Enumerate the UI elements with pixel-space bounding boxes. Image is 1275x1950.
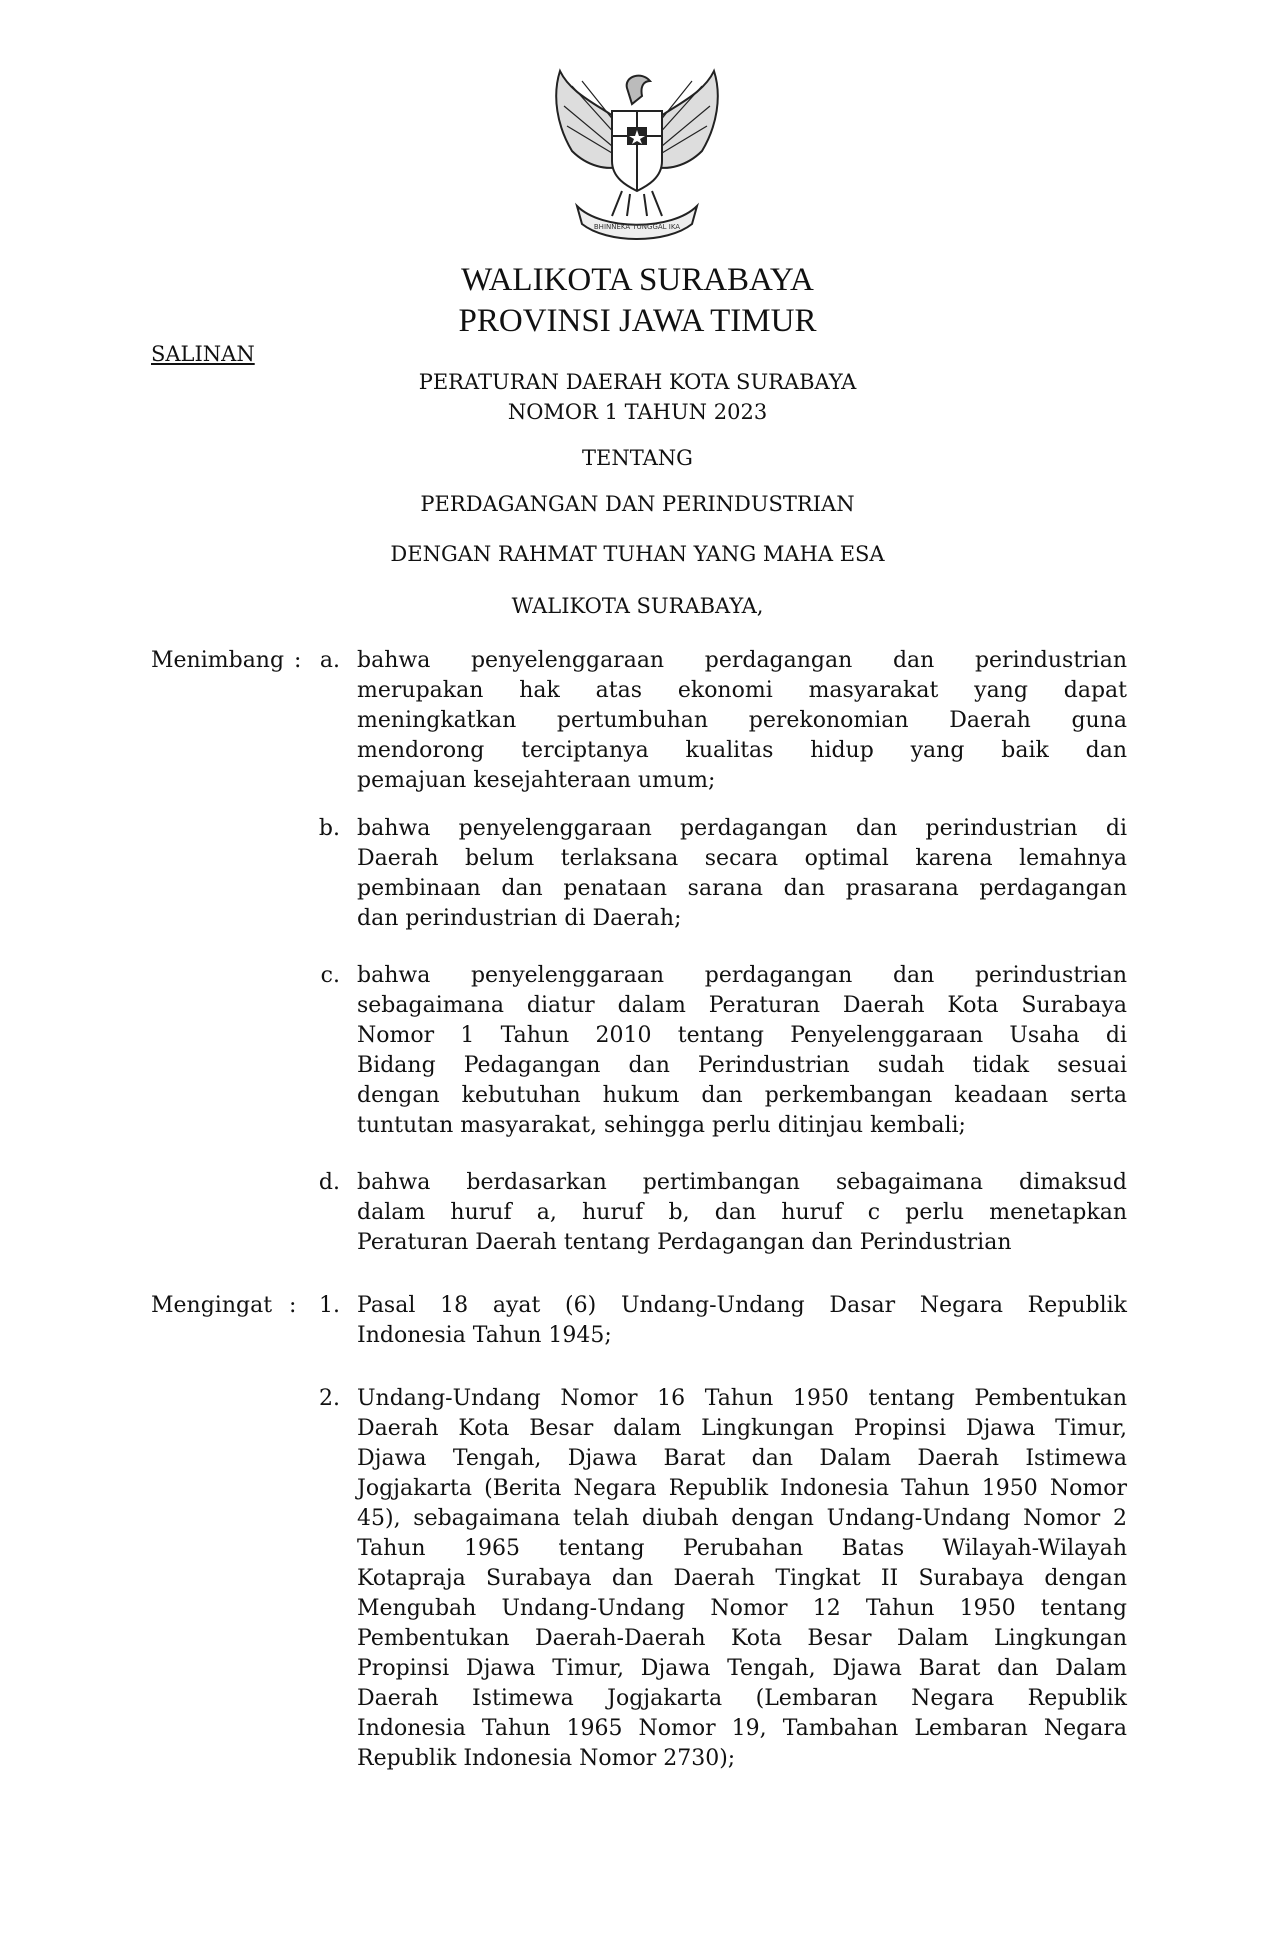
- mengingat-item-marker: 2.: [319, 1386, 340, 1411]
- text-line: Pembentukan Daerah-Daerah Kota Besar Dalam Lingkungan: [357, 1626, 1127, 1651]
- text-line: Bidang Pedagangan dan Perindustrian sudah tidak sesuai: [357, 1053, 1127, 1078]
- text-line: bahwa penyelenggaraan perdagangan dan perindustrian di: [357, 816, 1127, 841]
- mengingat-item-marker: 1.: [319, 1293, 340, 1318]
- document-title: WALIKOTA SURABAYA: [461, 262, 814, 298]
- regulation-number: NOMOR 1 TAHUN 2023: [507, 400, 768, 424]
- about-label: TENTANG: [582, 446, 693, 470]
- invocation: DENGAN RAHMAT TUHAN YANG MAHA ESA: [390, 542, 885, 566]
- text-line: merupakan hak atas ekonomi masyarakat yang dapat: [357, 678, 1127, 703]
- text-line: Daerah Kota Besar dalam Lingkungan Propinsi Djawa Timur,: [357, 1416, 1127, 1441]
- text-line: Indonesia Tahun 1965 Nomor 19, Tambahan Lembaran Negara: [357, 1716, 1127, 1741]
- regulation-subject: PERDAGANGAN DAN PERINDUSTRIAN: [420, 492, 855, 516]
- text-line: bahwa penyelenggaraan perdagangan dan perindustrian: [357, 648, 1127, 673]
- text-line: Daerah Istimewa Jogjakarta (Lembaran Negara Republik: [357, 1686, 1127, 1711]
- mengingat-label: Mengingat: [151, 1293, 273, 1318]
- text-line: bahwa penyelenggaraan perdagangan dan perindustrian: [357, 963, 1127, 988]
- mengingat-item-text: [357, 1291, 1127, 1351]
- text-line: Undang-Undang Nomor 16 Tahun 1950 tentang Pembentukan: [357, 1386, 1127, 1411]
- text-line: Indonesia Tahun 1945;: [357, 1323, 612, 1348]
- menimbang-item-text: [357, 961, 1127, 1141]
- text-line: pembinaan dan penataan sarana dan prasarana perdagangan: [357, 876, 1127, 901]
- menimbang-item-text: [357, 646, 1127, 796]
- menimbang-colon: :: [294, 648, 302, 673]
- text-line: dan perindustrian di Daerah;: [357, 906, 682, 931]
- text-line: Propinsi Djawa Timur, Djawa Tengah, Djawa Barat dan Dalam: [357, 1656, 1127, 1681]
- text-line: 45), sebagaimana telah diubah dengan Undang-Undang Nomor 2: [357, 1506, 1127, 1531]
- garuda-emblem-icon: [532, 66, 742, 246]
- text-line: dalam huruf a, huruf b, dan huruf c perlu menetapkan: [357, 1200, 1127, 1225]
- menimbang-item-marker: d.: [318, 1170, 340, 1195]
- text-line: sebagaimana diatur dalam Peraturan Daerah Kota Surabaya: [357, 993, 1127, 1018]
- copy-mark: SALINAN: [151, 342, 255, 366]
- text-line: Pasal 18 ayat (6) Undang-Undang Dasar Negara Republik: [357, 1293, 1127, 1318]
- text-line: pemajuan kesejahteraan umum;: [357, 768, 716, 793]
- text-line: Djawa Tengah, Djawa Barat dan Dalam Daerah Istimewa: [357, 1446, 1127, 1471]
- text-line: mendorong terciptanya kualitas hidup yang baik dan: [357, 738, 1127, 763]
- text-line: tuntutan masyarakat, sehingga perlu ditinjau kembali;: [357, 1113, 966, 1138]
- text-line: meningkatkan pertumbuhan perekonomian Daerah guna: [357, 708, 1127, 733]
- menimbang-label: Menimbang: [151, 648, 285, 673]
- mengingat-item-text: [357, 1384, 1127, 1774]
- text-line: dengan kebutuhan hukum dan perkembangan keadaan serta: [357, 1083, 1127, 1108]
- text-line: Jogjakarta (Berita Negara Republik Indonesia Tahun 1950 Nomor: [357, 1476, 1127, 1501]
- text-line: Mengubah Undang-Undang Nomor 12 Tahun 1950 tentang: [357, 1596, 1127, 1621]
- text-line: Republik Indonesia Nomor 2730);: [357, 1746, 736, 1771]
- text-line: bahwa berdasarkan pertimbangan sebagaimana dimaksud: [357, 1170, 1127, 1195]
- text-line: Kotapraja Surabaya dan Daerah Tingkat II Surabaya dengan: [357, 1566, 1127, 1591]
- menimbang-item-marker: c.: [320, 963, 340, 988]
- menimbang-item-text: [357, 814, 1127, 934]
- text-line: Daerah belum terlaksana secara optimal karena lemahnya: [357, 846, 1127, 871]
- menimbang-item-marker: b.: [318, 816, 340, 841]
- text-line: Tahun 1965 tentang Perubahan Batas Wilayah-Wilayah: [357, 1536, 1127, 1561]
- province-title: PROVINSI JAWA TIMUR: [458, 303, 817, 339]
- menimbang-item-marker: a.: [319, 648, 340, 673]
- text-line: Nomor 1 Tahun 2010 tentang Penyelenggaraan Usaha di: [357, 1023, 1127, 1048]
- text-line: Peraturan Daerah tentang Perdagangan dan Perindustrian: [357, 1230, 1012, 1255]
- mengingat-colon: :: [289, 1293, 297, 1318]
- emblem-motto: BHINNEKA TUNGGAL IKA: [593, 223, 681, 231]
- regulation-title: PERATURAN DAERAH KOTA SURABAYA: [418, 370, 857, 394]
- menimbang-item-text: [357, 1168, 1127, 1258]
- authority: WALIKOTA SURABAYA,: [511, 594, 764, 618]
